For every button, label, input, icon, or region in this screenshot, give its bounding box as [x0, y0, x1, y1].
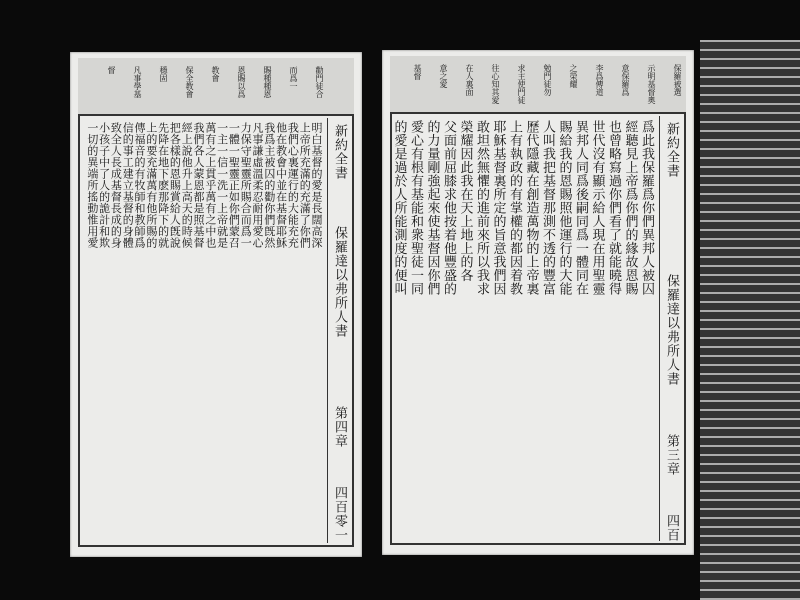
text-column: 的愛是過於人所能測度的便叫 — [391, 120, 407, 296]
text-column: 榮耀因此我在天上地上的各 — [457, 120, 473, 282]
chapter-label: 第三章 — [664, 434, 679, 476]
epistle-title: 保羅達以弗所人書 — [664, 274, 679, 386]
margin-gloss: 李爲傳道 — [595, 64, 604, 96]
text-column: 把各樣的恩賜賞給人旣說 — [168, 122, 182, 249]
text-column: 萬有之上貫乎萬有之中也 — [203, 122, 217, 249]
text-column: 人叫我把基督那測不透的豐富 — [540, 120, 555, 296]
text-column: 致全人長成基督長成的身 — [109, 122, 123, 249]
text-column: 經聽見上帝爲你們的緣故恩賜 — [622, 120, 638, 296]
header-rule — [327, 118, 328, 543]
text-column: 先降在地下麽那降下的就 — [156, 122, 170, 249]
spiral-binding — [700, 40, 800, 600]
text-column: 世代沒有顯示給人現在用聖靈 — [589, 120, 605, 296]
text-column: 信的事工建立基督的身體 — [121, 122, 135, 249]
text-column: 傳福音的有牧師和教師爲 — [133, 122, 146, 249]
left-page — [70, 52, 362, 557]
epistle-title: 保羅達以弗所人書 — [332, 226, 347, 338]
margin-gloss: 意之愛 — [439, 64, 448, 88]
book-title: 新約全書 — [664, 122, 679, 178]
text-column: 敢坦然無懼的進前來所以我求 — [474, 120, 489, 296]
header-rule — [659, 116, 660, 541]
page-number: 四百 — [664, 514, 679, 542]
text-column: 父面前屈膝求他按着他豐盛的 — [441, 120, 456, 296]
right-page — [382, 50, 694, 555]
text-column: 愛心有根有基能和衆聖徒一同 — [408, 120, 423, 296]
margin-gloss: 之榮耀 — [569, 64, 578, 88]
page-number: 四百零一 — [332, 486, 347, 542]
margin-gloss: 恩賜以爲 — [237, 66, 246, 98]
margin-gloss: 保全教會 — [185, 66, 194, 98]
gloss-band — [390, 56, 686, 114]
margin-gloss: 穩固 — [159, 66, 168, 82]
margin-gloss: 求主使門徒 — [517, 64, 526, 104]
text-column: 歷代隱藏在創造萬物的上帝裏 — [523, 120, 539, 296]
text-column: 上有執政的有掌權的都因着教 — [507, 120, 522, 296]
text-column: 明白基督的愛是長闊高深 — [310, 122, 323, 249]
margin-gloss: 教會 — [211, 66, 220, 82]
text-column: 一體一聖靈正如你們蒙召 — [227, 122, 241, 249]
text-column: 異邦人同爲後嗣同爲一體同在 — [573, 120, 588, 296]
text-column: 爲此我保羅爲你們異邦人被囚 — [639, 120, 654, 296]
gloss-band — [78, 58, 354, 116]
text-column: 上的要充滿萬有他所賜的 — [144, 122, 158, 249]
text-column: 他在教會中並在基督耶穌 — [274, 122, 288, 249]
margin-gloss: 勸門徒合 — [315, 66, 324, 98]
margin-gloss: 勉門徒勿 — [543, 64, 552, 96]
margin-gloss: 而爲一 — [289, 66, 298, 90]
text-column: 我們心裏運行的大能充充 — [286, 122, 300, 249]
text-column: 我爲主被囚的勸你們旣然 — [262, 122, 276, 249]
text-column: 賜給我的恩賜照他運行的大能 — [556, 120, 572, 296]
book-title: 新約全書 — [332, 124, 347, 180]
text-column: 的力量剛強起來使基督因你們 — [424, 120, 440, 296]
margin-gloss: 示明基督奧 — [647, 64, 656, 104]
text-frame — [78, 114, 354, 547]
text-column: 一主一信一洗一上帝就是 — [215, 122, 229, 249]
chapter-label: 第四章 — [332, 406, 347, 448]
margin-gloss: 賜種種恩 — [263, 66, 272, 98]
text-column: 耶穌基督裏所定的旨意我們因 — [490, 120, 506, 296]
margin-gloss: 督 — [107, 66, 116, 74]
text-column: 一切的異端所搖動惟用愛 — [85, 122, 99, 249]
text-frame — [390, 112, 686, 545]
margin-gloss: 保羅被選 — [673, 64, 682, 96]
margin-gloss: 意保羅爲 — [621, 64, 630, 96]
text-column: 經上說他升上高天的時候 — [180, 122, 194, 249]
margin-gloss: 凡事學基 — [133, 66, 142, 98]
margin-gloss: 基督 — [413, 64, 422, 80]
text-column: 凡事謙虛溫柔忍耐用愛心 — [251, 122, 264, 249]
text-column: 我們各人蒙恩都是照基督 — [192, 122, 205, 249]
text-column: 小孩子中了人的詭計和欺 — [97, 122, 111, 249]
text-column: 也曾略寫過你們看了就能曉得 — [606, 120, 621, 296]
text-column: 上帝所充滿的充滿了你們 — [298, 122, 312, 249]
margin-gloss: 往心知其愛 — [491, 64, 500, 104]
margin-gloss: 在人裏面 — [465, 64, 474, 96]
text-column: 力保守聖靈所賜合而爲一 — [239, 122, 253, 249]
